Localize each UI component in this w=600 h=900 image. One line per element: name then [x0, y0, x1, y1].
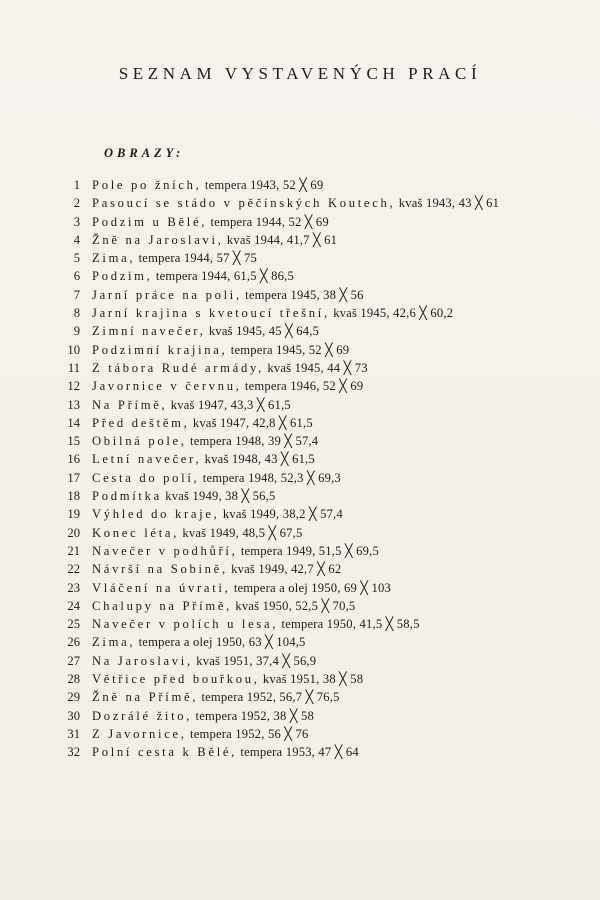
item-text [92, 213, 542, 231]
item-text [92, 524, 542, 542]
item-text [92, 670, 542, 688]
item-text [92, 542, 542, 560]
list-item [0, 249, 600, 267]
work-details: tempera 1943, 52 ╳ 69 [201, 178, 324, 192]
work-title: Pole po žních, [92, 178, 202, 192]
list-item [0, 542, 600, 560]
item-number: 17 [67, 470, 80, 485]
work-title: Před deštěm, [92, 415, 190, 430]
work-title: Pasoucí se stádo v pěčínských Koutech, [92, 196, 396, 211]
item-number: 20 [67, 525, 80, 540]
list-item [0, 560, 600, 578]
list-item [0, 396, 600, 414]
work-title: Konec léta, [92, 525, 180, 540]
work-title: Chalupy na Přímě, [92, 598, 232, 613]
work-details: tempera a olej 1950, 69 ╳ 103 [230, 580, 391, 595]
item-number: 8 [73, 306, 80, 321]
work-details: kvaš 1949, 48,5 ╳ 67,5 [179, 525, 303, 540]
work-details: kvaš 1949, 42,7 ╳ 62 [227, 562, 342, 577]
work-title: Vláčení na úvrati, [92, 580, 231, 595]
list-item [0, 579, 600, 597]
work-details: kvaš 1951, 38 ╳ 58 [259, 672, 364, 687]
work-details: kvaš 1943, 43 ╳ 61 [395, 196, 500, 211]
item-text [92, 505, 542, 523]
item-text [92, 615, 542, 633]
list-item [0, 304, 600, 322]
work-title: Javornice v červnu, [92, 379, 242, 394]
list-item [0, 322, 600, 340]
list-item [0, 652, 600, 670]
list-item [0, 670, 600, 688]
work-details: kvaš 1945, 42,6 ╳ 60,2 [329, 306, 454, 321]
work-details: tempera 1945, 38 ╳ 56 [241, 287, 364, 302]
item-number: 31 [67, 726, 80, 741]
work-title: Letní navečer, [92, 452, 202, 467]
work-details: tempera 1948, 52,3 ╳ 69,3 [199, 470, 341, 485]
work-details: tempera 1948, 39 ╳ 57,4 [186, 434, 319, 449]
work-details: kvaš 1948, 43 ╳ 61,5 [201, 452, 315, 467]
work-title: Na Jaroslavi, [92, 653, 193, 668]
list-item [0, 469, 600, 487]
list-item [0, 615, 600, 633]
item-text [92, 469, 542, 487]
item-number: 24 [67, 598, 80, 613]
works-list [0, 176, 600, 762]
item-text [92, 432, 542, 450]
list-item [0, 176, 600, 194]
work-details: tempera 1949, 51,5 ╳ 69,5 [237, 543, 379, 558]
item-text [92, 688, 542, 706]
list-item [0, 286, 600, 304]
item-text [92, 707, 542, 725]
item-text [92, 487, 542, 505]
item-text [92, 304, 542, 322]
item-number: 30 [67, 708, 80, 723]
item-text [92, 396, 542, 414]
item-number: 7 [73, 287, 80, 302]
work-details: tempera 1952, 56 ╳ 76 [186, 726, 309, 741]
work-title: Podmítka [92, 489, 162, 504]
work-title: Podzimní krajina, [92, 342, 228, 357]
item-text [92, 652, 542, 670]
item-text [92, 560, 542, 578]
work-details: kvaš 1949, 38,2 ╳ 57,4 [219, 507, 343, 522]
work-title: Na Přímě, [92, 397, 168, 412]
list-item [0, 359, 600, 377]
list-item [0, 213, 600, 231]
work-details: kvaš 1944, 41,7 ╳ 61 [223, 232, 338, 247]
work-details: tempera a olej 1950, 63 ╳ 104,5 [135, 635, 306, 650]
item-number: 22 [67, 562, 80, 577]
list-item [0, 633, 600, 651]
list-item [0, 377, 600, 395]
work-title: Jarní práce na poli, [92, 287, 242, 302]
work-title: Polní cesta k Bělé, [92, 745, 238, 760]
item-text [92, 450, 542, 468]
list-item [0, 707, 600, 725]
item-number: 10 [67, 342, 80, 357]
item-number: 11 [67, 360, 80, 375]
list-item [0, 194, 600, 212]
work-details: tempera 1944, 61,5 ╳ 86,5 [152, 269, 295, 284]
list-item [0, 725, 600, 743]
item-number: 14 [67, 415, 80, 430]
item-number: 1 [73, 178, 80, 192]
list-item [0, 414, 600, 432]
work-title: Navečer v polích u lesa, [92, 617, 279, 632]
work-details: tempera 1944, 52 ╳ 69 [207, 214, 329, 229]
list-item [0, 487, 600, 505]
item-text [92, 414, 542, 432]
item-number: 27 [67, 653, 80, 668]
work-title: Navečer v podhůří, [92, 543, 238, 558]
work-details: tempera 1950, 41,5 ╳ 58,5 [278, 617, 420, 632]
list-item [0, 688, 600, 706]
item-text [92, 176, 542, 194]
item-number: 16 [67, 452, 80, 467]
item-text [92, 286, 542, 304]
work-title: Dozrálé žito, [92, 708, 193, 723]
work-title: Podzim, [92, 269, 153, 284]
work-details: kvaš 1951, 37,4 ╳ 56,9 [192, 653, 317, 668]
work-title: Žně na Jaroslavi, [92, 232, 224, 247]
item-text [92, 359, 542, 377]
work-title: Obilná pole, [92, 434, 187, 449]
work-title: Jarní krajina s kvetoucí třešní, [92, 306, 330, 321]
work-details: kvaš 1947, 42,8 ╳ 61,5 [189, 415, 313, 430]
item-text [92, 633, 542, 651]
list-item [0, 505, 600, 523]
item-number: 12 [67, 379, 80, 394]
list-item [0, 432, 600, 450]
work-title: Z tábora Rudé armády, [92, 360, 264, 375]
item-number: 9 [73, 324, 80, 339]
work-title: Podzim u Bělé, [92, 214, 208, 229]
item-number: 4 [73, 232, 80, 247]
item-number: 23 [67, 580, 80, 595]
item-text [92, 743, 542, 761]
work-title: Z Javornice, [92, 726, 187, 741]
item-number: 21 [67, 543, 80, 558]
work-title: Zima, [92, 635, 136, 650]
work-details: tempera 1946, 52 ╳ 69 [241, 379, 364, 394]
work-details: tempera 1952, 38 ╳ 58 [192, 708, 314, 723]
list-item [0, 524, 600, 542]
work-title: Zimní navečer, [92, 324, 206, 339]
item-text [92, 322, 542, 340]
item-text [92, 194, 542, 212]
item-text [92, 249, 542, 267]
list-item [0, 231, 600, 249]
item-number: 6 [73, 269, 80, 284]
item-text [92, 597, 542, 615]
item-number: 19 [67, 507, 80, 522]
section-heading: OBRAZY: [104, 146, 185, 160]
work-details: kvaš 1945, 44 ╳ 73 [263, 360, 368, 375]
item-number: 18 [67, 489, 80, 504]
work-details: kvaš 1950, 52,5 ╳ 70,5 [232, 598, 356, 613]
item-text [92, 725, 542, 743]
item-number: 2 [73, 196, 80, 211]
item-number: 5 [73, 251, 80, 266]
item-number: 32 [67, 745, 80, 760]
work-details: tempera 1944, 57 ╳ 75 [135, 251, 258, 266]
work-title: Žně na Přímě, [92, 690, 199, 705]
item-number: 29 [67, 690, 80, 705]
work-title: Cesta do polí, [92, 470, 200, 485]
work-title: Zima, [92, 251, 136, 266]
list-item [0, 267, 600, 285]
item-text [92, 267, 542, 285]
item-number: 28 [67, 672, 80, 687]
item-text [92, 231, 542, 249]
item-number: 25 [67, 617, 80, 632]
item-number: 26 [67, 635, 80, 650]
list-item [0, 341, 600, 359]
item-text [92, 341, 542, 359]
item-number: 13 [67, 397, 80, 412]
work-details: tempera 1945, 52 ╳ 69 [227, 342, 350, 357]
item-number: 15 [67, 434, 80, 449]
work-title: Větřice před bouřkou, [92, 672, 260, 687]
list-item [0, 597, 600, 615]
item-number: 3 [73, 214, 80, 229]
list-item [0, 743, 600, 761]
work-details: tempera 1952, 56,7 ╳ 76,5 [198, 690, 340, 705]
work-details: kvaš 1949, 38 ╳ 56,5 [161, 489, 276, 504]
work-title: Výhled do kraje, [92, 507, 220, 522]
item-text [92, 377, 542, 395]
work-details: kvaš 1945, 45 ╳ 64,5 [205, 324, 320, 339]
page-title: SEZNAM VYSTAVENÝCH PRACÍ [118, 64, 482, 83]
work-details: kvaš 1947, 43,3 ╳ 61,5 [167, 397, 291, 412]
item-text [92, 579, 542, 597]
list-item [0, 450, 600, 468]
work-title: Návrší na Sobině, [92, 562, 228, 577]
work-details: tempera 1953, 47 ╳ 64 [237, 745, 359, 760]
